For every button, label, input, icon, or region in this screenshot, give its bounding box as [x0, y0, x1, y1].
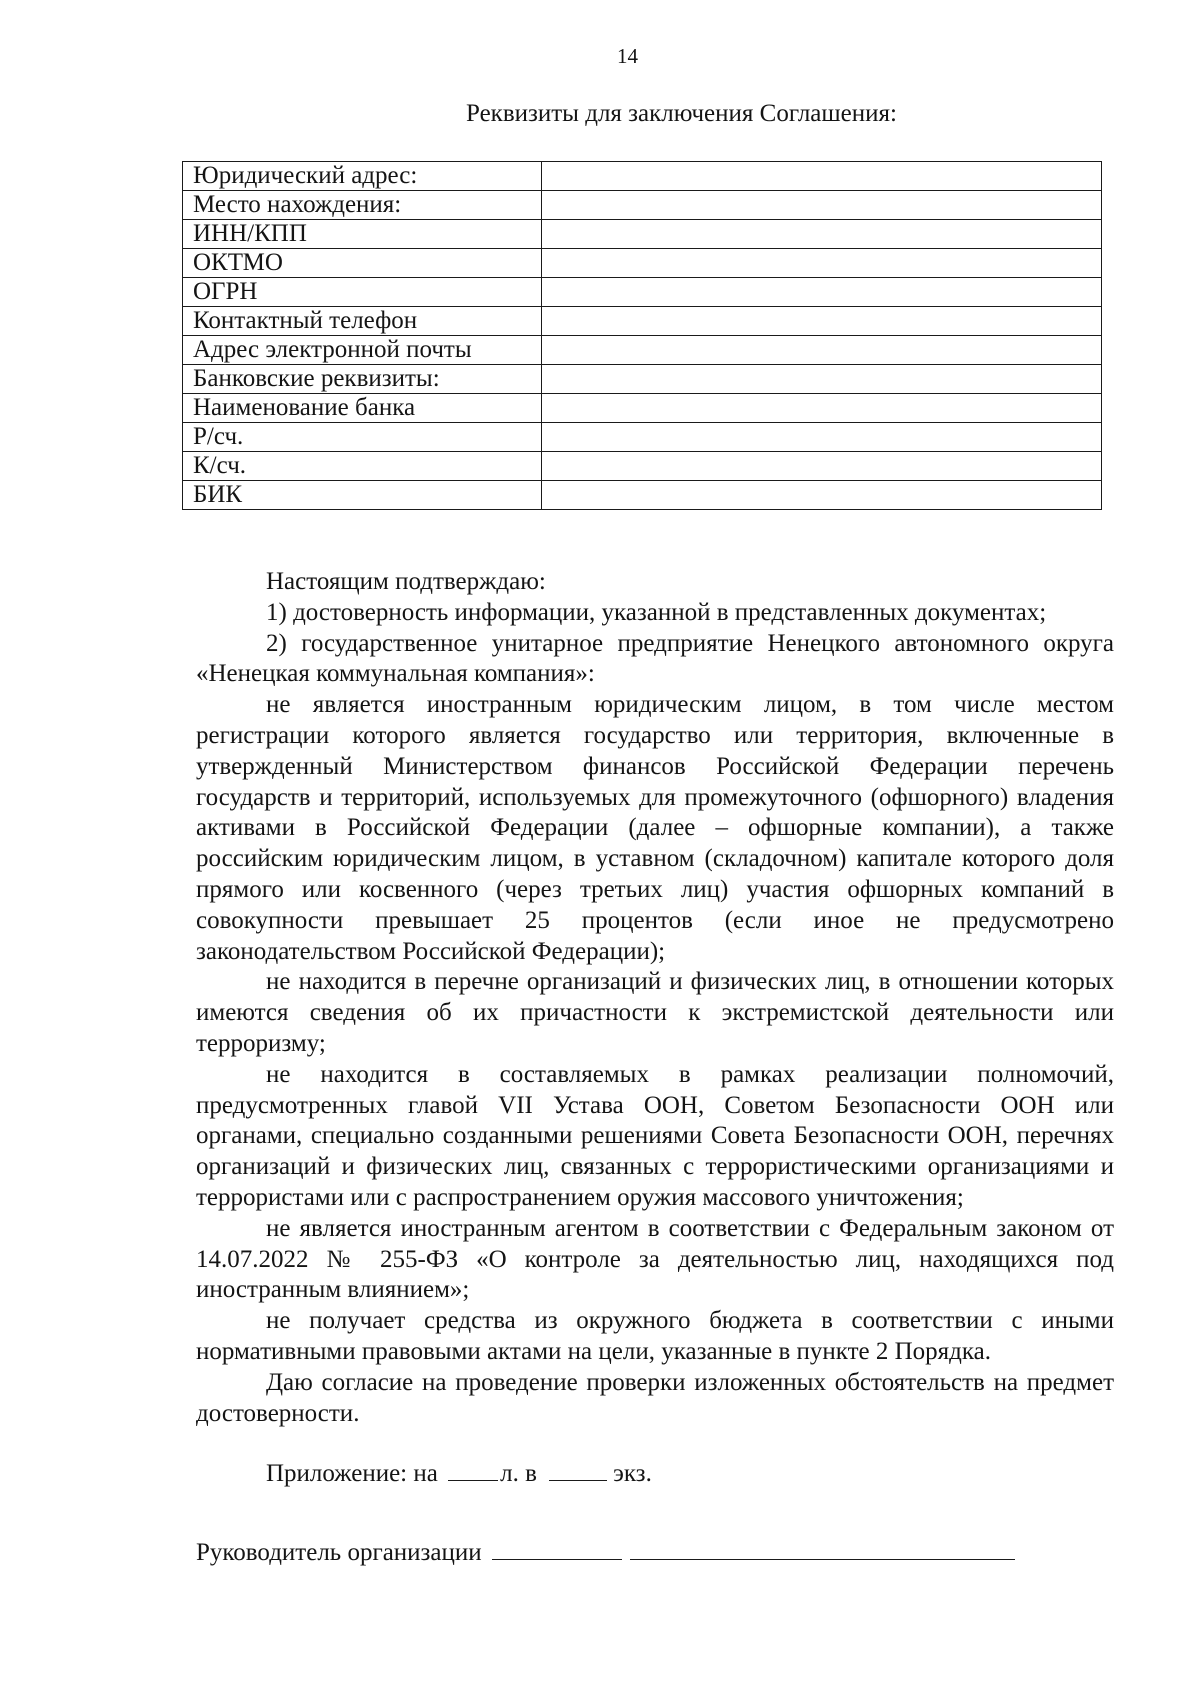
requisite-value-field[interactable] — [542, 365, 1102, 394]
copies-count-field[interactable] — [549, 1458, 607, 1481]
signature-field[interactable] — [492, 1537, 622, 1560]
paragraph: не находится в составляемых в рамках реализации полномочий, предусмотренных главой VII Устава ООН, Советом Безопасности ООН или органами, специально созданными решениями Совета Безопасности ООН, перечнях организаций и физических лиц, связанных с террористическими организациями и террористами или с распространением оружия массового уничтожения; — [196, 1060, 1114, 1211]
requisite-label: Наименование банка — [183, 394, 542, 423]
requisite-value-field[interactable] — [542, 336, 1102, 365]
requisite-value-field[interactable] — [542, 452, 1102, 481]
confirmation-text — [196, 567, 1114, 1429]
requisites-row — [183, 249, 1102, 278]
paragraph: 2) государственное унитарное предприятие Ненецкого автономного округа «Ненецкая коммунальная компания»: — [196, 629, 1114, 688]
requisites-row — [183, 220, 1102, 249]
requisite-label: Контактный телефон — [183, 307, 542, 336]
document-title: Реквизиты для заключения Соглашения: — [466, 100, 897, 127]
requisites-row — [183, 423, 1102, 452]
requisites-row — [183, 162, 1102, 191]
attachment-line — [266, 1458, 652, 1488]
requisite-label: Место нахождения: — [183, 191, 542, 220]
requisite-value-field[interactable] — [542, 307, 1102, 336]
requisites-row — [183, 307, 1102, 336]
signature-line — [196, 1537, 1015, 1567]
requisites-row — [183, 336, 1102, 365]
attachment-prefix: Приложение: на — [266, 1460, 438, 1487]
paragraph: Даю согласие на проведение проверки изложенных обстоятельств на предмет достоверности. — [196, 1368, 1114, 1427]
requisites-row — [183, 191, 1102, 220]
requisite-label: К/сч. — [183, 452, 542, 481]
requisite-label: ОГРН — [183, 278, 542, 307]
requisite-value-field[interactable] — [542, 423, 1102, 452]
requisites-row — [183, 394, 1102, 423]
requisite-label: Р/сч. — [183, 423, 542, 452]
paragraph: не является иностранным агентом в соответствии с Федеральным законом от 14.07.2022 № 255-ФЗ «О контроле за деятельностью лиц, находящихся под иностранным влиянием»; — [196, 1214, 1114, 1304]
sheets-count-field[interactable] — [448, 1458, 498, 1481]
paragraph: не находится в перечне организаций и физических лиц, в отношении которых имеются сведения об их причастности к экстремистской деятельности или терроризму; — [196, 968, 1114, 1057]
requisite-value-field[interactable] — [542, 220, 1102, 249]
requisites-row — [183, 481, 1102, 510]
requisites-table — [182, 161, 1102, 510]
requisite-value-field[interactable] — [542, 191, 1102, 220]
requisite-label: Юридический адрес: — [183, 162, 542, 191]
requisite-value-field[interactable] — [542, 394, 1102, 423]
paragraph: Настоящим подтверждаю: — [266, 568, 546, 595]
requisites-row — [183, 365, 1102, 394]
requisite-value-field[interactable] — [542, 162, 1102, 191]
requisite-label: ОКТМО — [183, 249, 542, 278]
requisite-value-field[interactable] — [542, 278, 1102, 307]
requisites-table-body — [183, 162, 1102, 510]
paragraph: не получает средства из окружного бюджета в соответствии с иными нормативными правовыми актами на цели, указанные в пункте 2 Порядка. — [196, 1307, 1114, 1365]
paragraph: 1) достоверность информации, указанной в представленных документах; — [266, 598, 1047, 626]
requisites-row — [183, 278, 1102, 307]
attachment-middle: л. в — [500, 1460, 537, 1487]
requisite-label: Адрес электронной почты — [183, 336, 542, 365]
paragraph: не является иностранным юридическим лицом, в том числе местом регистрации которого является государство или территория, включенные в утвержденный Министерством финансов Российской Федерации перечень государств и территорий, используемых для промежуточного (офшорного) владения активами в Российской Федерации (далее – офшорные компании), а также российским юридическим лицом, в уставном (складочном) капитале которого доля прямого или косвенного (через третьих лиц) участия офшорных компаний в совокупности превышает 25 процентов (если иное не предусмотрено законодательством Российской Федерации); — [196, 691, 1114, 965]
requisite-label: БИК — [183, 481, 542, 510]
signature-label: Руководитель организации — [196, 1539, 482, 1566]
signer-name-field[interactable] — [630, 1537, 1015, 1560]
requisites-row — [183, 452, 1102, 481]
attachment-suffix: экз. — [613, 1460, 652, 1487]
requisite-label: Банковские реквизиты: — [183, 365, 542, 394]
page-number: 14 — [617, 44, 638, 68]
requisite-value-field[interactable] — [542, 249, 1102, 278]
requisite-label: ИНН/КПП — [183, 220, 542, 249]
requisite-value-field[interactable] — [542, 481, 1102, 510]
